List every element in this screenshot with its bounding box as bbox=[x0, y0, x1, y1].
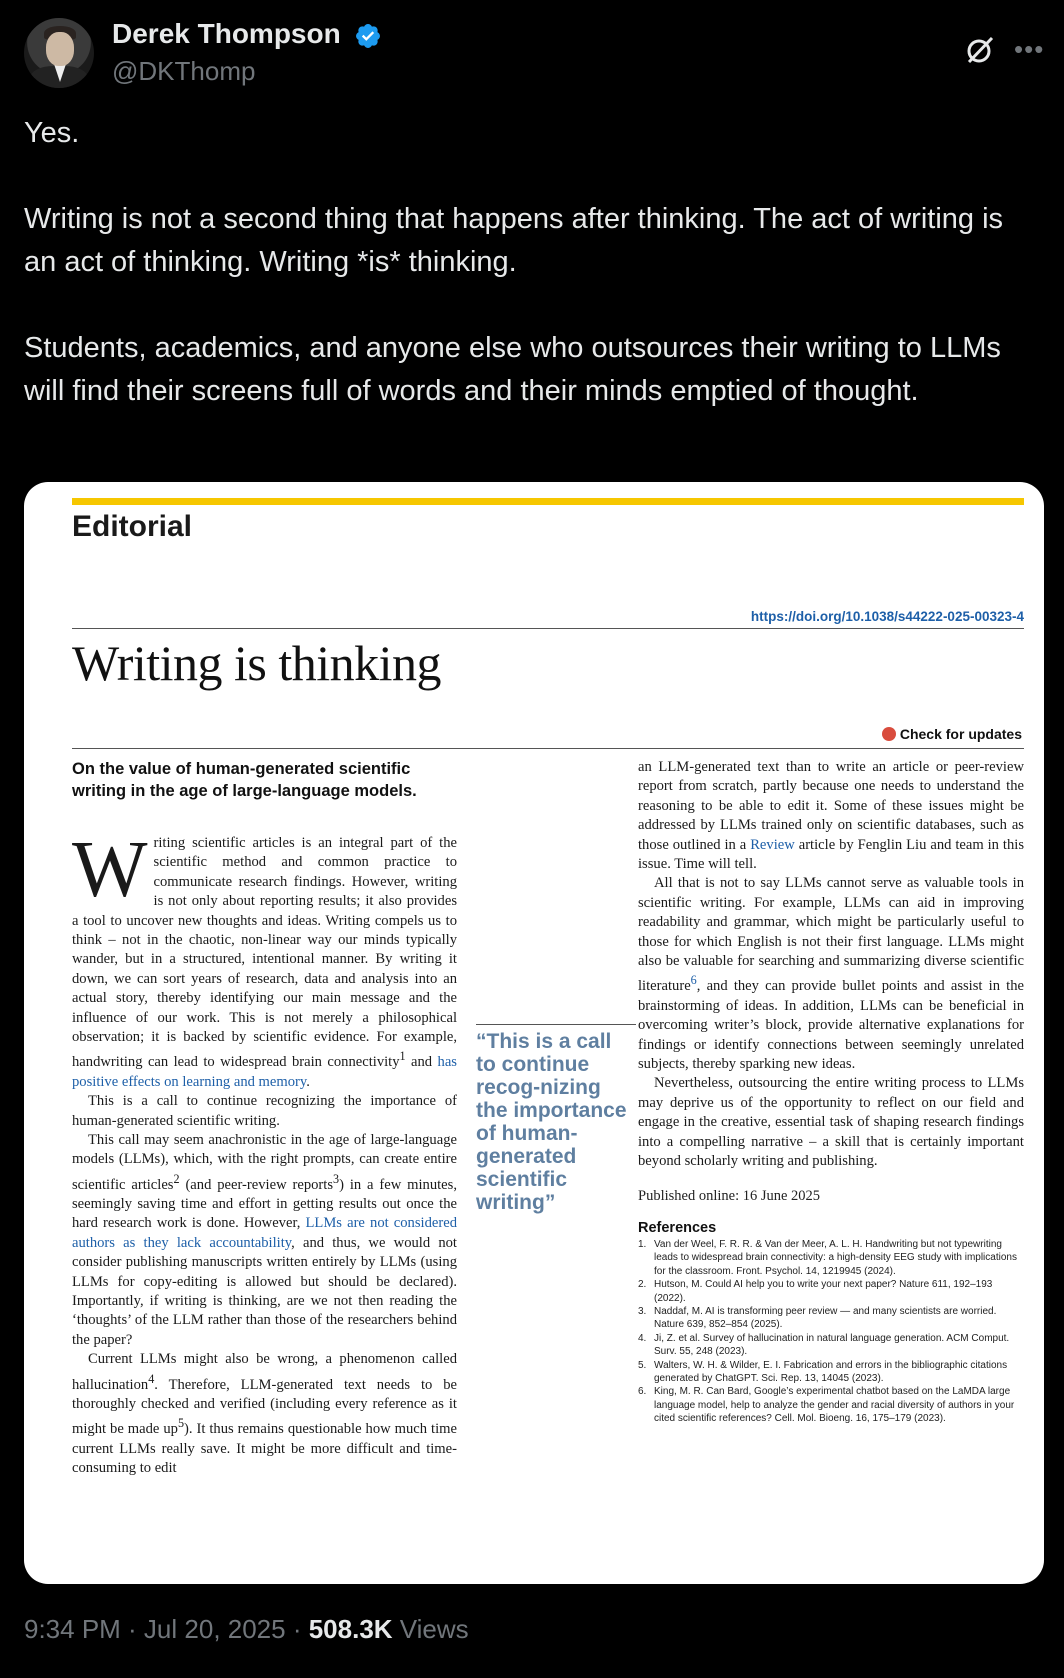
check-updates-label: Check for updates bbox=[899, 726, 1022, 742]
published-date: Published online: 16 June 2025 bbox=[638, 1188, 821, 1204]
citation: 2 bbox=[173, 1171, 180, 1186]
reference-item bbox=[638, 1359, 1024, 1386]
reference-text: Ji, Z. et al. Survey of hallucination in natural language generation. ACM Comput. Surv. 55, 248 (2023). bbox=[654, 1332, 1010, 1358]
text: All that is not to say LLMs cannot serve as valuable tools in scientific writing. For example, LLMs can aid in improving readability and grammar, which might be particularly useful to those for which English is not their first language. LLMs might also be valuable for searching and summarizing diverse scientific literature bbox=[638, 875, 1024, 995]
text: . bbox=[306, 1073, 310, 1090]
reference-text: Naddaf, M. AI is transforming peer review — and many scientists are worried. Nature 639, 852–854 (2025). bbox=[654, 1306, 997, 1331]
inline-link: has positive effects on learning and memory bbox=[72, 1054, 457, 1090]
check-updates-icon bbox=[882, 727, 896, 741]
text: and bbox=[405, 1054, 438, 1071]
more-options-icon[interactable]: ••• bbox=[1014, 34, 1045, 64]
text: Current LLMs might also be wrong, a phenomenon called hallucination bbox=[72, 1351, 457, 1393]
text: , and they can provide bullet points and assist in the brainstorming of ideas. In addition, LLMs can be beneficial in overcoming writer’s block, provide alternative explanations for findings or identify connections between seemingly unrelated subjects, thereby sparking new ideas. bbox=[638, 978, 1024, 1072]
timestamp[interactable]: 9:34 PM · Jul 20, 2025 · bbox=[24, 1614, 309, 1644]
tweet-paragraph-1: Yes. bbox=[24, 117, 80, 149]
reference-text: Walters, W. H. & Wilder, E. I. Fabrication and errors in the bibliographic citations generated by ChatGPT. Sci. Rep. 13, 14045 (2023). bbox=[654, 1359, 1008, 1385]
paragraph: This is a call to continue recognizing the importance of human-generated scientific writing. bbox=[72, 1093, 457, 1129]
reference-item bbox=[638, 1305, 1024, 1332]
paragraph bbox=[72, 826, 457, 1092]
article-title: Writing is thinking bbox=[72, 635, 442, 691]
text: , and thus, we would not consider publishing manuscripts written entirely by LLMs (using LLMs for copy-editing is allowed but should be declared). Importantly, if writing is thinking, are we not then reading the ‘thoughts’ of the LLM rather than those of the researchers behind the paper? bbox=[72, 1234, 457, 1348]
attached-image[interactable] bbox=[24, 482, 1044, 1584]
avatar[interactable] bbox=[24, 18, 94, 88]
reference-text: Van der Weel, F. R. R. & Van der Meer, A. L. H. Handwriting but not typewriting leads to widespread brain connectivity: a high-density EEG study with implications for the classroom. Front. Psychol. 14, 1219945 (2024). bbox=[654, 1239, 1017, 1277]
reference-number: 1. bbox=[638, 1239, 647, 1250]
accent-bar bbox=[72, 498, 1024, 505]
reference-item bbox=[638, 1238, 1024, 1278]
author-name-text[interactable]: Derek Thompson bbox=[112, 18, 341, 49]
check-updates bbox=[882, 726, 1022, 742]
paragraph bbox=[638, 874, 1024, 1074]
reference-item bbox=[638, 1332, 1024, 1359]
citation: 3 bbox=[333, 1171, 340, 1186]
citation: 6 bbox=[690, 973, 697, 988]
citation: 5 bbox=[177, 1416, 185, 1431]
column-1 bbox=[72, 826, 457, 1478]
paragraph bbox=[638, 758, 1024, 874]
reference-text: King, M. R. Can Bard, Google’s experimental chatbot based on the LaMDA large language model, help to analyze the gender and racial diversity of authors in your cited scientific references? Cell. Mol. Bioeng. 16, 175–179 (2023). bbox=[654, 1386, 1015, 1425]
reference-number: 6. bbox=[638, 1386, 647, 1398]
reference-number: 3. bbox=[638, 1306, 647, 1318]
doi-link: https://doi.org/10.1038/s44222-025-00323-4 bbox=[750, 609, 1024, 624]
views-count[interactable]: 508.3K bbox=[308, 1614, 393, 1644]
pull-quote: “This is a call to continue recog-nizing the importance of human-generated scientific writing” bbox=[476, 1030, 627, 1214]
text: an LLM-generated text than to write an article or peer-review report from scratch, partly because one needs to understand the reasoning to be able to edit it. Some of these issues might be addressed by LLMs trained only on scientific databases, such as those outlined in a bbox=[638, 759, 1024, 853]
reference-number: 2. bbox=[638, 1279, 647, 1291]
section-label: Editorial bbox=[72, 510, 193, 543]
citation: 4 bbox=[148, 1371, 155, 1386]
tweet-text bbox=[24, 112, 1040, 456]
inline-link: LLMs are not considered authors as they lack accountability bbox=[72, 1215, 457, 1251]
references-list bbox=[638, 1238, 1024, 1426]
text: riting scientific articles is an integral part of the scientific method and common practice to communicate research findings. However, writing is not only about reporting results; it also provides a tool to uncover new thoughts and ideas. Writing compels us to think – not in the chaotic, non-linear way our minds typically wander, but in a structured, intentional manner. By writing it down, we can sort years of research, data and analysis into an actual story, thereby identifying our main message and the influence of our work. This is not merely a philosophical observation; it is backed by scientific evidence. For example, handwriting can lead to widespread brain connectivity bbox=[72, 835, 457, 1071]
paragraph bbox=[72, 1350, 457, 1478]
inline-link: Review bbox=[750, 836, 795, 853]
reference-item bbox=[638, 1278, 1024, 1305]
views-label[interactable]: Views bbox=[392, 1614, 469, 1644]
column-2 bbox=[638, 758, 1024, 1171]
references-heading: References bbox=[638, 1220, 717, 1236]
text: This call may seem anachronistic in the age of large-language models (LLMs), which, with the right prompts, can create entire scientific articles bbox=[72, 1131, 457, 1193]
text: article by Fenglin Liu and team in this issue. Time will tell. bbox=[638, 836, 1024, 873]
pull-quote-rule bbox=[476, 1024, 636, 1025]
drop-cap: W bbox=[72, 826, 148, 914]
tweet-header bbox=[24, 14, 1045, 94]
author-handle[interactable]: @DKThomp bbox=[112, 56, 256, 86]
grok-icon[interactable] bbox=[964, 34, 996, 66]
tweet-metadata bbox=[24, 1614, 469, 1645]
citation: 1 bbox=[399, 1049, 406, 1064]
verified-badge-icon bbox=[354, 22, 382, 50]
reference-number: 4. bbox=[638, 1332, 647, 1344]
reference-item bbox=[638, 1385, 1024, 1425]
tweet-paragraph-2: Writing is not a second thing that happens after thinking. The act of writing is an act of thinking. Writing *is* thinking. bbox=[24, 203, 1004, 278]
author-name[interactable] bbox=[112, 18, 382, 50]
title-rule bbox=[72, 628, 1024, 629]
body-rule bbox=[72, 748, 1024, 749]
text: ) in a few minutes, seemingly saving time and effort in getting results out once the hard research work is done. However, bbox=[72, 1176, 457, 1232]
text: . Therefore, LLM-generated text needs to be thoroughly checked and verified (including every reference as it might be made up bbox=[72, 1376, 457, 1438]
reference-text: Hutson, M. Could AI help you to write your next paper? Nature 611, 192–193 (2022). bbox=[654, 1279, 993, 1304]
paragraph: Nevertheless, outsourcing the entire writing process to LLMs may deprive us of the opportunity to reflect on our field and engage in the creative, essential task of shaping research findings into a compelling narrative – a skill that is certainly important beyond scholarly writing and publishing. bbox=[638, 1075, 1024, 1169]
paragraph bbox=[72, 1131, 457, 1350]
reference-number: 5. bbox=[638, 1359, 647, 1371]
article-lede: On the value of human-generated scientific writing in the age of large-language models. bbox=[72, 760, 417, 800]
text: (and peer-review reports bbox=[179, 1176, 334, 1193]
tweet-paragraph-3: Students, academics, and anyone else who outsources their writing to LLMs will find their screens full of words and their minds emptied of thought. bbox=[24, 332, 1001, 407]
text: ). It thus remains questionable how much time current LLMs really save. It might be more difficult and time-consuming to edit bbox=[72, 1421, 457, 1477]
